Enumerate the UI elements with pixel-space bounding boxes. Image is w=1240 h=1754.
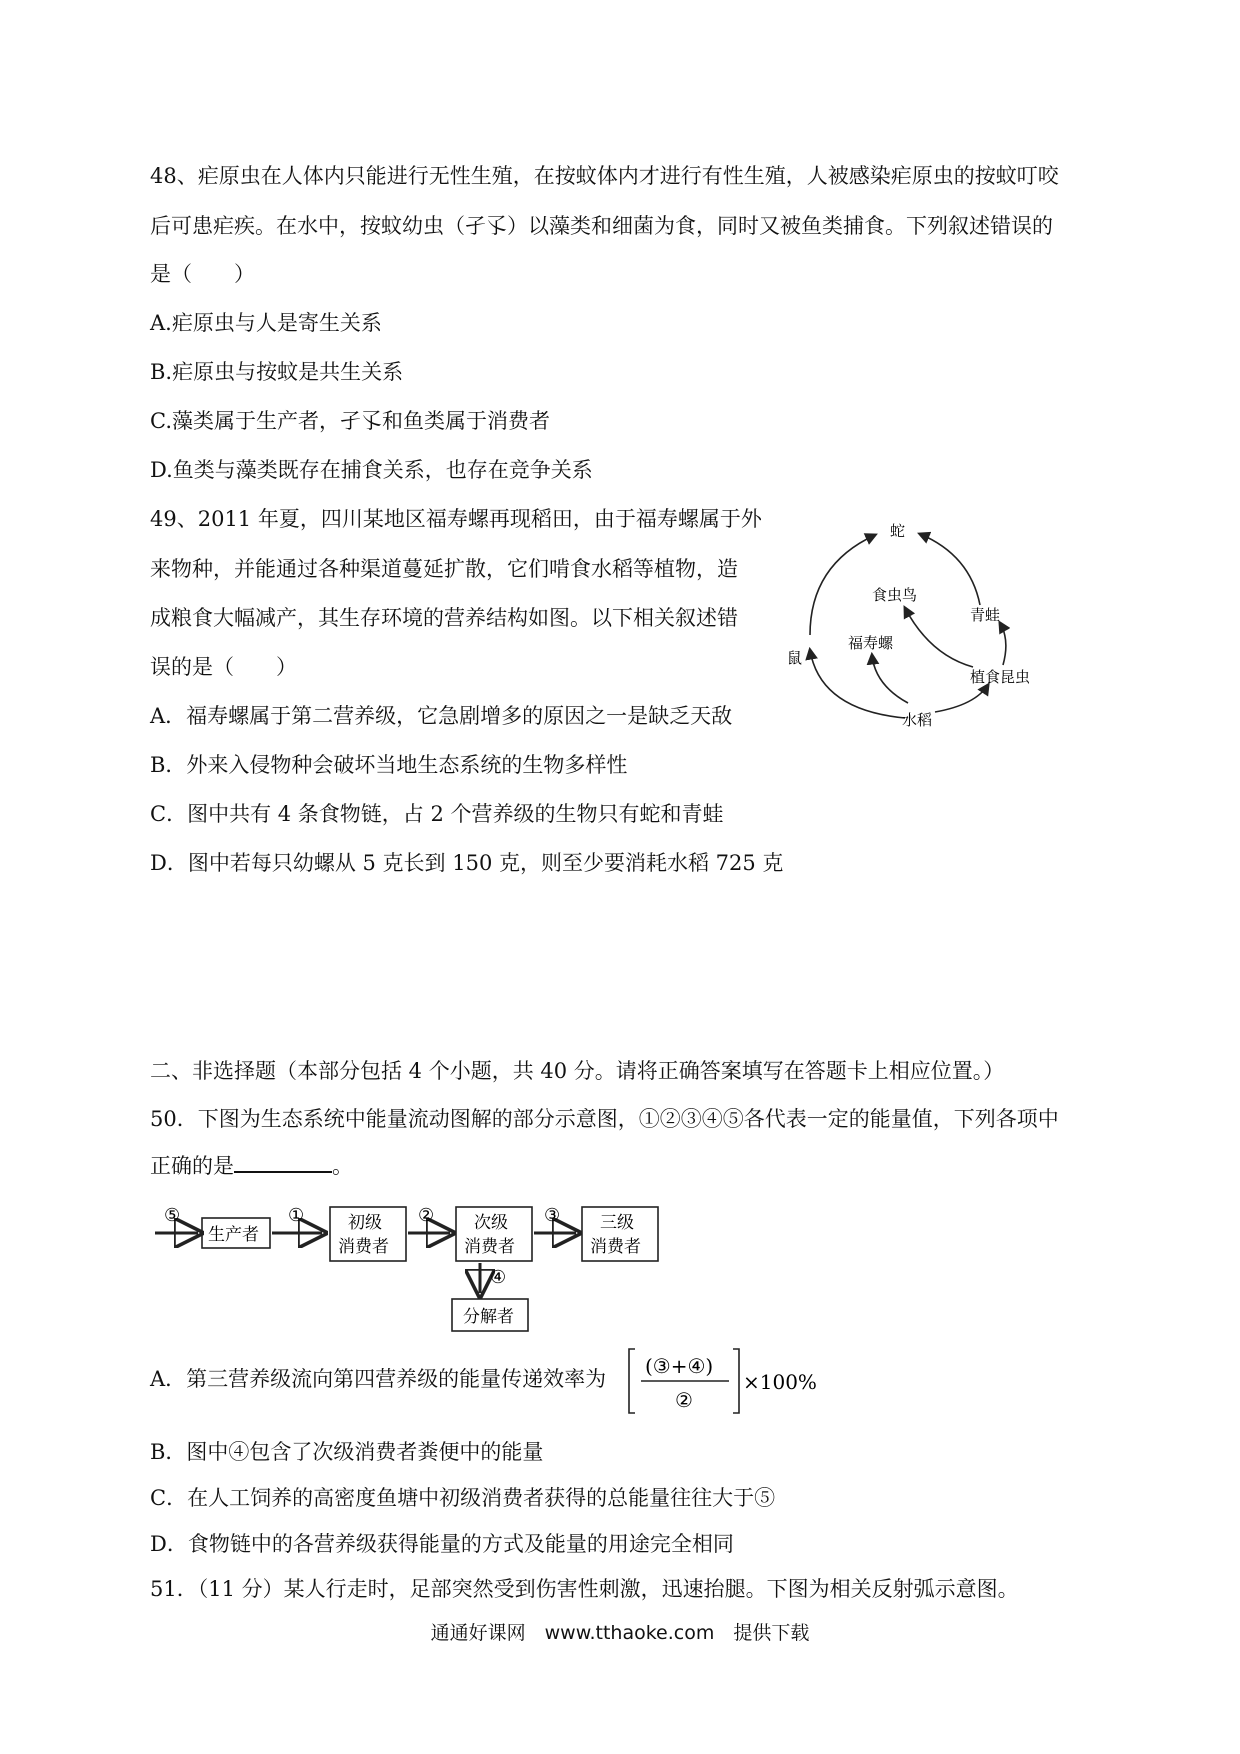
section-2-heading: 二、非选择题（本部分包括 4 个小题，共 40 分。请将正确答案填写在答题卡上相应位置。） — [150, 1059, 1005, 1083]
fraction-denominator: ② — [675, 1388, 693, 1412]
q49-option-d: D．图中若每只幼螺从 5 克长到 150 克，则至少要消耗水稻 725 克 — [150, 851, 784, 875]
efficiency-formula — [625, 1345, 825, 1417]
web-label-insect: 植食昆虫 — [970, 668, 1031, 686]
q50-stem-line1: 50．下图为生态系统中能量流动图解的部分示意图，①②③④⑤各代表一定的能量值，下列各项中 — [150, 1107, 1059, 1131]
q49-option-c: C．图中共有 4 条食物链，占 2 个营养级的生物只有蛇和青蛙 — [150, 802, 724, 826]
q50-option-d: D．食物链中的各营养级获得能量的方式及能量的用途完全相同 — [150, 1532, 734, 1556]
web-label-mouse: 鼠 — [785, 650, 803, 665]
q49-stem-line1: 49、2011 年夏，四川某地区福寿螺再现稻田，由于福寿螺属于外 — [150, 507, 762, 531]
q48-option-a: A.疟原虫与人是寄生关系 — [150, 311, 382, 335]
bracket-right — [733, 1349, 739, 1413]
q48-option-b: B.疟原虫与按蚊是共生关系 — [150, 360, 404, 384]
arrow-rice-to-snail — [872, 655, 908, 703]
web-label-frog: 青蛙 — [970, 606, 1001, 624]
q48-stem-line3: 是（ ） — [150, 262, 255, 286]
q50-option-b: B．图中④包含了次级消费者粪便中的能量 — [150, 1440, 544, 1464]
q48-stem-line2: 后可患疟疾。在水中，按蚊幼虫（孑孓）以藻类和细菌为食，同时又被鱼类捕食。下列叙述错误的 — [150, 214, 1053, 238]
secondary-label-2: 消费者 — [464, 1237, 515, 1257]
secondary-label-1: 次级 — [474, 1213, 508, 1233]
q50-stem-end: 。 — [332, 1154, 353, 1178]
arrow-insect-to-frog — [1000, 623, 1006, 665]
arrow-rice-to-insect — [935, 685, 988, 712]
primary-label-1: 初级 — [348, 1213, 382, 1233]
q48-option-d: D.鱼类与藻类既存在捕食关系，也存在竞争关系 — [150, 458, 593, 482]
flow-label-2: ② — [418, 1205, 435, 1226]
fraction-tail: ×100% — [743, 1370, 817, 1394]
q49-stem-line4: 误的是（ ） — [150, 655, 297, 679]
q50-option-a: A．第三营养级流向第四营养级的能量传递效率为 — [150, 1367, 607, 1391]
q51-stem-line1: 51．（11 分）某人行走时，足部突然受到伤害性刺激，迅速抬腿。下图为相关反射弧示意图。 — [150, 1577, 1019, 1601]
web-label-snail: 福寿螺 — [848, 634, 894, 652]
fraction-numerator: (③+④) — [645, 1354, 714, 1378]
web-label-rice: 水稻 — [902, 711, 933, 729]
tertiary-label-2: 消费者 — [590, 1237, 641, 1257]
q50-stem-line2 — [150, 1150, 353, 1180]
food-web-diagram — [785, 520, 1040, 750]
flow-label-5: ⑤ — [164, 1205, 181, 1226]
q49-stem-line3: 成粮食大幅减产，其生存环境的营养结构如图。以下相关叙述错 — [150, 606, 738, 630]
arrow-rice-to-mouse — [810, 650, 905, 718]
page-footer: 通通好课网 www.tthaoke.com 提供下载 — [430, 1622, 810, 1644]
web-label-bird: 食虫鸟 — [872, 586, 918, 604]
decomposer-label: 分解者 — [463, 1307, 514, 1327]
tertiary-label-1: 三级 — [600, 1213, 634, 1233]
q49-option-a: A．福寿螺属于第二营养级，它急剧增多的原因之一是缺乏天敌 — [150, 704, 733, 728]
energy-flow-diagram — [150, 1185, 670, 1335]
q50-option-c: C．在人工饲养的高密度鱼塘中初级消费者获得的总能量往往大于⑤ — [150, 1486, 776, 1510]
q48-option-c: C.藻类属于生产者，孑孓和鱼类属于消费者 — [150, 409, 550, 433]
primary-label-2: 消费者 — [338, 1237, 389, 1257]
flow-label-3: ③ — [544, 1205, 561, 1226]
bracket-left — [629, 1349, 635, 1413]
answer-blank[interactable] — [234, 1153, 332, 1173]
producer-label: 生产者 — [208, 1225, 259, 1245]
flow-label-1: ① — [288, 1205, 305, 1226]
arrow-frog-to-snake — [920, 534, 980, 605]
arrow-mouse-to-snake — [810, 535, 875, 635]
q49-option-b: B．外来入侵物种会破坏当地生态系统的生物多样性 — [150, 753, 628, 777]
flow-label-4: ④ — [490, 1267, 507, 1288]
q50-stem-text: 正确的是 — [150, 1154, 234, 1178]
web-label-snake: 蛇 — [890, 522, 906, 540]
arrow-insect-to-bird — [905, 608, 973, 667]
q48-stem-line1: 48、疟原虫在人体内只能进行无性生殖，在按蚊体内才进行有性生殖，人被感染疟原虫的按蚊叮咬 — [150, 164, 1059, 188]
q49-stem-line2: 来物种，并能通过各种渠道蔓延扩散，它们啃食水稻等植物，造 — [150, 557, 738, 581]
